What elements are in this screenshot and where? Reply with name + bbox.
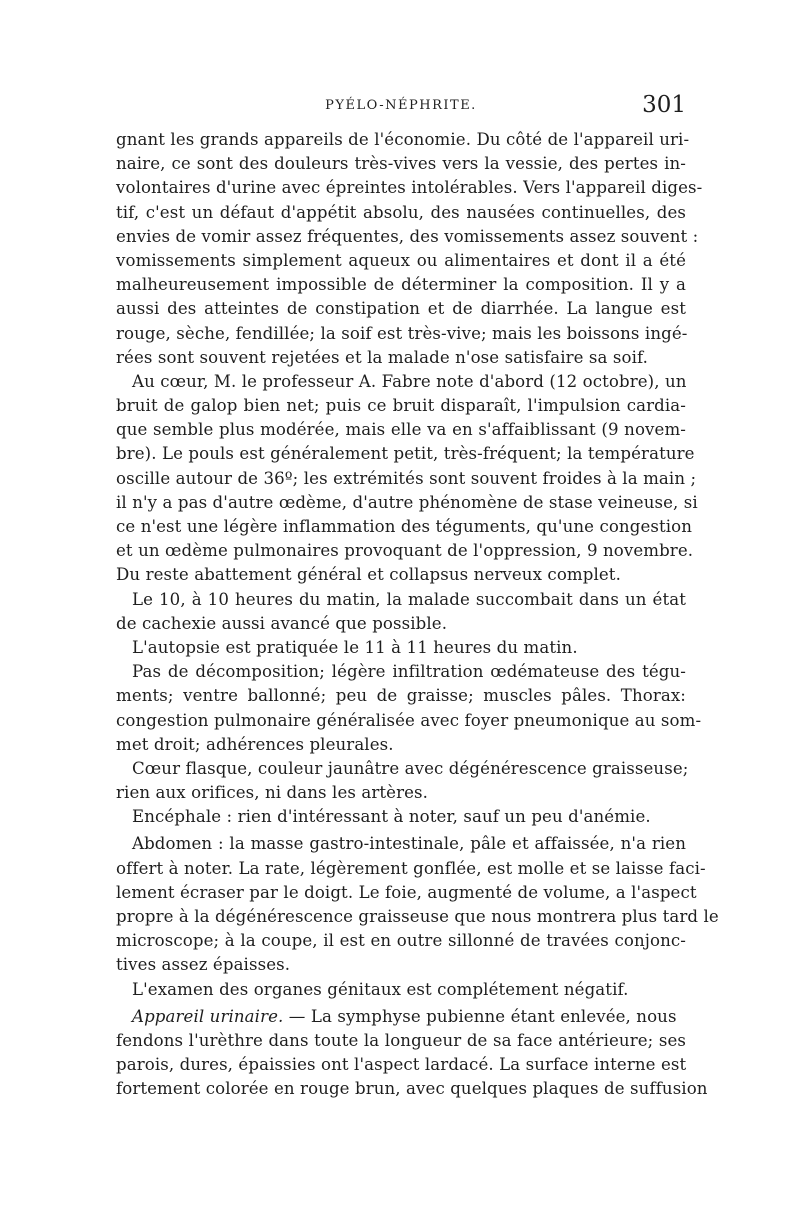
running-title: PYÉLO-NÉPHRITE.	[325, 98, 477, 113]
text-line: propre à la dégénérescence graisseuse que nous montrera plus tard le	[116, 907, 719, 926]
text-line: naire, ce sont des douleurs très-vives vers la vessie, des pertes in-	[116, 154, 686, 174]
section-line-continuation: La symphyse pubienne étant enlevée, nous	[305, 1006, 677, 1026]
text-line: met droit; adhérences pleurales.	[116, 734, 394, 754]
text-line: malheureusement impossible de déterminer la composition. Il y a	[116, 275, 686, 295]
text-line: bruit de galop bien net; puis ce bruit disparaît, l'impulsion cardia-	[116, 396, 686, 416]
text-line: ments; ventre ballonné; peu de graisse; muscles pâles. Thorax:	[116, 686, 686, 706]
text-line: tif, c'est un défaut d'appétit absolu, des nausées continuelles, des	[116, 202, 686, 222]
text-line: L'examen des organes génitaux est complétement négatif.	[132, 979, 629, 999]
text-line: L'autopsie est pratiquée le 11 à 11 heures du matin.	[132, 637, 578, 657]
text-line: Le 10, à 10 heures du matin, la malade succombait dans un état	[132, 589, 686, 609]
text-line: de cachexie aussi avancé que possible.	[116, 613, 448, 633]
text-line: que semble plus modérée, mais elle va en s'affaiblissant (9 novem-	[116, 420, 686, 440]
text-line: aussi des atteintes de constipation et de diarrhée. La langue est	[116, 299, 686, 319]
text-line-section-start	[116, 1005, 686, 1029]
text-line: gnant les grands appareils de l'économie. Du côté de l'appareil uri-	[116, 130, 690, 149]
running-head	[116, 92, 686, 122]
text-line: Abdomen : la masse gastro-intestinale, pâle et affaissée, n'a rien	[132, 834, 686, 854]
text-line: Au cœur, M. le professeur A. Fabre note d'abord (12 octobre), un	[132, 371, 687, 391]
section-heading-appareil-urinaire: Appareil urinaire. —	[132, 1006, 306, 1026]
text-line: lement écraser par le doigt. Le foie, augmenté de volume, a l'aspect	[116, 882, 697, 902]
page-number: 301	[642, 92, 686, 118]
text-line: il n'y a pas d'autre œdème, d'autre phénomène de stase veineuse, si	[116, 492, 698, 512]
text-line: fortement colorée en rouge brun, avec quelques plaques de suffusion	[116, 1079, 708, 1099]
body-text	[116, 128, 719, 1102]
text-line: oscille autour de 36º; les extrémités sont souvent froides à la main ;	[116, 468, 697, 488]
text-line: rouge, sèche, fendillée; la soif est très-vive; mais les boissons ingé-	[116, 323, 688, 343]
text-line: bre). Le pouls est généralement petit, très-fréquent; la température	[116, 444, 695, 464]
text-line: offert à noter. La rate, légèrement gonflée, est molle et se laisse faci-	[116, 858, 706, 878]
text-line: Du reste abattement général et collapsus nerveux complet.	[116, 565, 621, 585]
text-line: fendons l'urèthre dans toute la longueur de sa face antérieure; ses	[116, 1030, 686, 1050]
text-line: envies de vomir assez fréquentes, des vomissements assez souvent :	[116, 226, 699, 246]
text-line: vomissements simplement aqueux ou alimentaires et dont il a été	[116, 250, 686, 270]
text-line: Encéphale : rien d'intéressant à noter, sauf un peu d'anémie.	[132, 807, 651, 827]
text-line: ce n'est une légère inflammation des téguments, qu'une congestion	[116, 517, 693, 536]
text-line: volontaires d'urine avec épreintes intolérables. Vers l'appareil diges-	[116, 178, 703, 198]
text-line: Cœur flasque, couleur jaunâtre avec dégénérescence graisseuse;	[132, 758, 689, 778]
text-line: microscope; à la coupe, il est en outre sillonné de travées conjonc-	[116, 931, 686, 951]
text-line: parois, dures, épaissies ont l'aspect lardacé. La surface interne est	[116, 1055, 687, 1075]
text-line: rien aux orifices, ni dans les artères.	[116, 783, 429, 803]
text-line: Pas de décomposition; légère infiltration œdémateuse des tégu-	[132, 662, 686, 682]
text-line: congestion pulmonaire généralisée avec foyer pneumonique au som-	[116, 710, 702, 730]
text-line: et un œdème pulmonaires provoquant de l'oppression, 9 novembre.	[116, 541, 694, 561]
text-line: tives assez épaisses.	[116, 955, 291, 975]
text-line: rées sont souvent rejetées et la malade n'ose satisfaire sa soif.	[116, 347, 649, 367]
